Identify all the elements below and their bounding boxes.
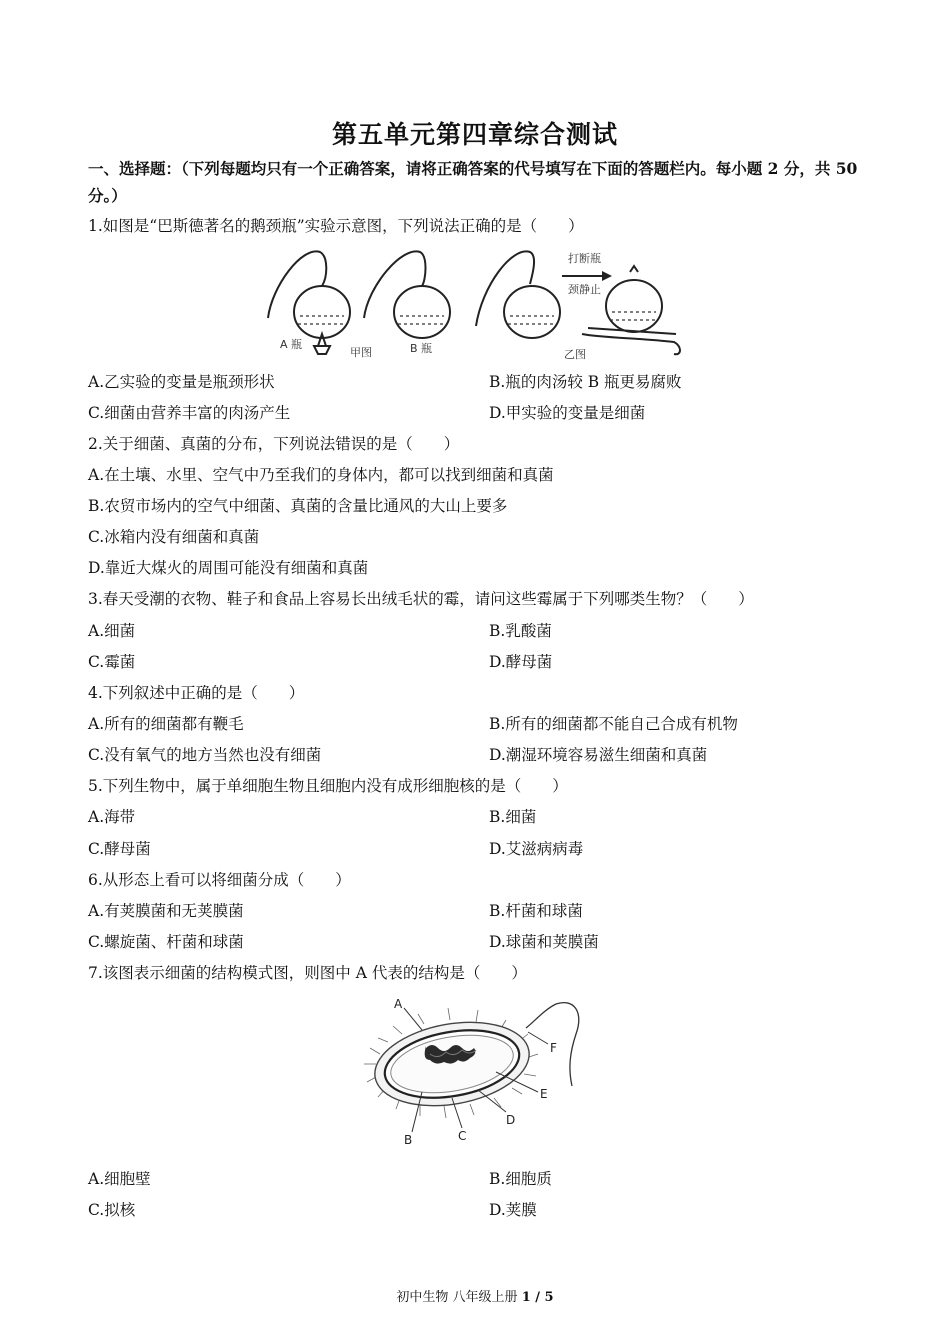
question-stem: 3.春天受潮的衣物、鞋子和食品上容易长出绒毛状的霉，请问这些霉属于下列哪类生物？（ ） — [88, 590, 754, 608]
bacteria-structure-figure — [360, 994, 590, 1150]
swan-neck-flask-figure — [262, 246, 688, 366]
question-stem: 6.从形态上看可以将细菌分成（ ） — [88, 871, 351, 889]
option-d[interactable]: D.酵母菌 — [489, 653, 553, 671]
figure-label-c: C — [458, 1129, 467, 1143]
figure-label: 颈静止 — [568, 283, 601, 296]
question-stem: 5.下列生物中，属于单细胞生物且细胞内没有成形细胞核的是（ ） — [88, 777, 568, 795]
option-b[interactable]: B.瓶的肉汤较 B 瓶更易腐败 — [489, 373, 682, 391]
option-c[interactable]: C.细菌由营养丰富的肉汤产生 — [88, 404, 291, 422]
option-a[interactable]: A.海带 — [88, 808, 136, 826]
option-a[interactable]: A.细菌 — [88, 622, 136, 640]
option-b[interactable]: B.细菌 — [489, 808, 537, 826]
figure-label-d: D — [506, 1113, 516, 1127]
option-b[interactable]: B.所有的细菌都不能自己合成有机物 — [489, 715, 738, 733]
question-stem: 7.该图表示细菌的结构模式图，则图中 A 代表的结构是（ ） — [88, 964, 527, 982]
option-d[interactable]: D.荚膜 — [489, 1201, 537, 1219]
option-b[interactable]: B.细胞质 — [489, 1170, 552, 1188]
option-b[interactable]: B.乳酸菌 — [489, 622, 552, 640]
option-d[interactable]: D.球菌和荚膜菌 — [489, 933, 599, 951]
option-a[interactable]: A.所有的细菌都有鞭毛 — [88, 715, 244, 733]
figure-label: 打断瓶 — [568, 252, 601, 265]
question-stem: 1.如图是“巴斯德著名的鹅颈瓶”实验示意图，下列说法正确的是（ ） — [88, 217, 584, 235]
option-c[interactable]: C.霉菌 — [88, 653, 136, 671]
option-d[interactable]: D.潮湿环境容易滋生细菌和真菌 — [489, 746, 708, 764]
option-a[interactable]: A.细胞壁 — [88, 1170, 151, 1188]
option-b[interactable]: B.杆菌和球菌 — [489, 902, 583, 920]
page-footer — [0, 1286, 950, 1305]
option-c[interactable]: C.螺旋菌、杆菌和球菌 — [88, 933, 244, 951]
option-b[interactable]: B.农贸市场内的空气中细菌、真菌的含量比通风的大山上要多 — [88, 497, 508, 515]
option-a[interactable]: A.在土壤、水里、空气中乃至我们的身体内，都可以找到细菌和真菌 — [88, 466, 554, 484]
question-stem: 2.关于细菌、真菌的分布，下列说法错误的是（ ） — [88, 435, 460, 453]
figure-label-a: A — [394, 997, 403, 1011]
figure-label-f: F — [550, 1041, 557, 1055]
figure-label: 乙图 — [564, 348, 586, 361]
option-c[interactable]: C.酵母菌 — [88, 840, 151, 858]
option-d[interactable]: D.靠近大煤火的周围可能没有细菌和真菌 — [88, 559, 369, 577]
option-d[interactable]: D.甲实验的变量是细菌 — [489, 404, 646, 422]
question-stem: 4.下列叙述中正确的是（ ） — [88, 684, 305, 702]
figure-label-e: E — [540, 1087, 548, 1101]
page-number: 1 / 5 — [521, 1290, 554, 1305]
figure-label: 甲图 — [350, 346, 372, 359]
option-c[interactable]: C.没有氧气的地方当然也没有细菌 — [88, 746, 322, 764]
figure-label: A 瓶 — [280, 338, 303, 351]
option-c[interactable]: C.冰箱内没有细菌和真菌 — [88, 528, 260, 546]
option-c[interactable]: C.拟核 — [88, 1201, 136, 1219]
page-title: 第五单元第四章综合测试 — [331, 120, 618, 149]
option-a[interactable]: A.乙实验的变量是瓶颈形状 — [88, 373, 275, 391]
figure-label-b: B — [404, 1133, 413, 1147]
footer-text: 初中生物 八年级上册 — [396, 1290, 522, 1305]
figure-label: B 瓶 — [410, 342, 433, 355]
section-heading: 一、选择题：（下列每题均只有一个正确答案，请将正确答案的代号填写在下面的答题栏内。每小题 2 分，共 50 分。） — [88, 159, 858, 205]
option-d[interactable]: D.艾滋病病毒 — [489, 840, 584, 858]
option-a[interactable]: A.有荚膜菌和无荚膜菌 — [88, 902, 244, 920]
